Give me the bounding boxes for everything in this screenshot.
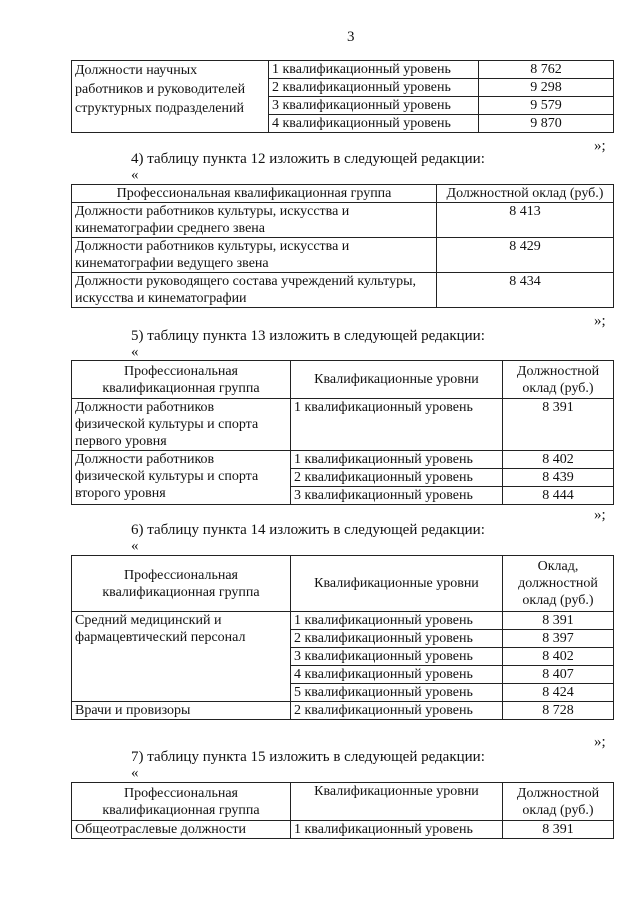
header-cell: Должностной оклад (руб.): [503, 783, 614, 821]
table-header-row: [72, 185, 614, 203]
salary-cell: 8 407: [503, 666, 614, 684]
qualification-group-cell: Врачи и провизоры: [72, 702, 291, 720]
table-header-row: [72, 556, 614, 612]
salary-cell: 8 413: [437, 203, 614, 238]
salary-cell: 9 579: [479, 97, 614, 115]
salary-cell: 8 391: [503, 612, 614, 630]
level-cell: 1 квалификационный уровень: [291, 612, 503, 630]
salary-cell: 8 439: [503, 469, 614, 487]
header-cell: Профессиональная квалификационная группа: [72, 185, 437, 203]
header-cell: Оклад, должностной оклад (руб.): [503, 556, 614, 612]
table-row: [72, 399, 614, 451]
header-cell: Профессиональная квалификационная группа: [72, 783, 291, 821]
salary-cell: 8 434: [437, 273, 614, 308]
table-science-staff: [71, 60, 614, 133]
table-row: [72, 61, 614, 79]
header-cell: Профессиональная квалификационная группа: [72, 556, 291, 612]
qualification-group-cell: Общеотраслевые должности: [72, 821, 291, 839]
qualification-group-cell: Должности научных работников и руководителей структурных подразделений: [72, 61, 269, 133]
level-cell: 3 квалификационный уровень: [291, 487, 503, 505]
level-cell: 3 квалификационный уровень: [269, 97, 479, 115]
qualification-group-cell: Должности работников физической культуры и спорта второго уровня: [72, 451, 291, 505]
table-header-row: [72, 361, 614, 399]
salary-cell: 8 397: [503, 630, 614, 648]
salary-cell: 8 728: [503, 702, 614, 720]
header-cell: Профессиональная квалификационная группа: [72, 361, 291, 399]
table-general-staff: [71, 782, 614, 839]
table-sport-staff: [71, 360, 614, 505]
salary-cell: 8 402: [503, 648, 614, 666]
table-row: [72, 451, 614, 469]
salary-cell: 8 402: [503, 451, 614, 469]
level-cell: 2 квалификационный уровень: [269, 79, 479, 97]
qualification-group-cell: Должности работников физической культуры и спорта первого уровня: [72, 399, 291, 451]
level-cell: 3 квалификационный уровень: [291, 648, 503, 666]
level-cell: 1 квалификационный уровень: [291, 399, 503, 451]
salary-cell: 8 762: [479, 61, 614, 79]
table-medical-staff: [71, 555, 614, 720]
salary-cell: 8 444: [503, 487, 614, 505]
level-cell: 1 квалификационный уровень: [291, 821, 503, 839]
level-cell: 2 квалификационный уровень: [291, 469, 503, 487]
header-cell: Должностной оклад (руб.): [437, 185, 614, 203]
table-row: [72, 238, 614, 273]
table-header-row: [72, 783, 614, 821]
salary-cell: 8 429: [437, 238, 614, 273]
table-row: [72, 821, 614, 839]
table-culture-staff: [71, 184, 614, 308]
salary-cell: 9 870: [479, 115, 614, 133]
header-cell: Квалификационные уровни: [291, 556, 503, 612]
level-cell: 1 квалификационный уровень: [269, 61, 479, 79]
header-cell: Должностной оклад (руб.): [503, 361, 614, 399]
closing-quote: »;: [594, 507, 606, 523]
opening-quote: «: [131, 765, 139, 781]
salary-cell: 8 424: [503, 684, 614, 702]
qualification-group-cell: Средний медицинский и фармацевтический персонал: [72, 612, 291, 702]
level-cell: 5 квалификационный уровень: [291, 684, 503, 702]
page-number: 3: [347, 29, 355, 45]
paragraph-6: 6) таблицу пункта 14 изложить в следующей редакции:: [131, 522, 485, 538]
level-cell: 2 квалификационный уровень: [291, 630, 503, 648]
table-row: [72, 203, 614, 238]
paragraph-5: 5) таблицу пункта 13 изложить в следующей редакции:: [131, 328, 485, 344]
qualification-group-cell: Должности работников культуры, искусства и кинематографии ведущего звена: [72, 238, 437, 273]
opening-quote: «: [131, 538, 139, 554]
salary-cell: 9 298: [479, 79, 614, 97]
table-row: [72, 273, 614, 308]
opening-quote: «: [131, 344, 139, 360]
table-row: [72, 612, 614, 630]
table-row: [72, 702, 614, 720]
salary-cell: 8 391: [503, 821, 614, 839]
closing-quote: »;: [594, 734, 606, 750]
level-cell: 2 квалификационный уровень: [291, 702, 503, 720]
header-cell: Квалификационные уровни: [291, 783, 503, 821]
qualification-group-cell: Должности работников культуры, искусства и кинематографии среднего звена: [72, 203, 437, 238]
closing-quote: »;: [594, 313, 606, 329]
level-cell: 1 квалификационный уровень: [291, 451, 503, 469]
opening-quote: «: [131, 167, 139, 183]
header-cell: Квалификационные уровни: [291, 361, 503, 399]
paragraph-7: 7) таблицу пункта 15 изложить в следующей редакции:: [131, 749, 485, 765]
qualification-group-cell: Должности руководящего состава учреждений культуры, искусства и кинематографии: [72, 273, 437, 308]
level-cell: 4 квалификационный уровень: [269, 115, 479, 133]
salary-cell: 8 391: [503, 399, 614, 451]
paragraph-4: 4) таблицу пункта 12 изложить в следующей редакции:: [131, 151, 485, 167]
closing-quote: »;: [594, 138, 606, 154]
level-cell: 4 квалификационный уровень: [291, 666, 503, 684]
